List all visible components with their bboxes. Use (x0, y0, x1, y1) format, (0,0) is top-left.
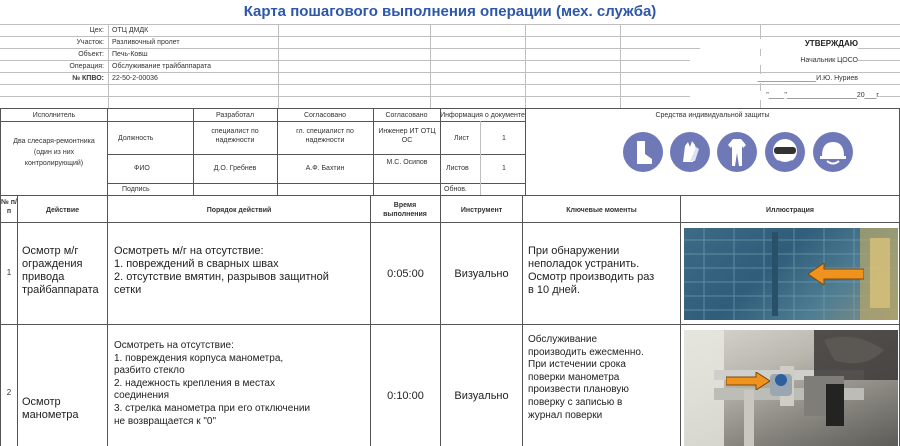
header-illustration: Иллюстрация (766, 207, 814, 214)
sheet-label: Лист (454, 135, 470, 142)
gloves-icon (670, 132, 710, 172)
developer-position: специалист по надежности (211, 128, 259, 144)
row2-photo (684, 330, 898, 446)
header-action: Действие (45, 207, 80, 214)
row2-key: Обслуживание производить ежесменно. При истечении срока поверки манометра произвести плановую поверку с записью в журнал поверки (528, 334, 644, 421)
updated-label: Обнов. (444, 186, 467, 193)
header-time: Время выполнения (383, 202, 427, 218)
row1-time: 0:05:00 (387, 268, 424, 280)
row1-tool: Визуально (454, 268, 509, 280)
arrow-icon (726, 372, 770, 390)
approve-date: "____"__________________20___г. (690, 91, 880, 100)
executor-label: Исполнитель (32, 112, 76, 119)
approve-position: Начальник ЦОСО (690, 56, 858, 65)
agreed1-fio: А.Ф. Бахтин (305, 165, 345, 172)
object-label: Объект: (78, 51, 104, 58)
section-value: Разливочный пролет (112, 39, 180, 46)
object-value: Печь-Ковш (112, 51, 148, 58)
document-title: Карта пошагового выполнения операции (мех. служба) (243, 3, 657, 20)
ppe-title: Средства индивидуальной защиты (655, 112, 770, 119)
header-key: Ключевые моменты (566, 207, 637, 214)
number-value: 22-50-2-00036 (112, 75, 158, 82)
developer-fio: Д.О. Гребнев (213, 165, 257, 172)
row2-order: Осмотреть на отсутствие: 1. повреждения корпуса манометра, разбито стекло 2. надежность крепления в местах соединения 3. стрелка манометра при его отключении не возвращается к "0" (114, 340, 311, 427)
shop-value: ОТЦ ДМДК (112, 27, 149, 34)
approve-name: _______________И.Ю. Нуриев (690, 74, 858, 83)
col-docinfo: Информация о документе (440, 112, 525, 119)
overalls-icon (717, 132, 757, 172)
row-fio-label: ФИО (134, 165, 150, 172)
row1-num: 1 (6, 268, 12, 277)
operation-value: Обслуживание трайбаппарата (112, 63, 212, 70)
col-developed: Разработал (215, 112, 255, 119)
header-num: № п/п (1, 199, 17, 215)
row1-key: При обнаружении неполадок устранить. Осмотр производить раз в 10 дней. (528, 245, 655, 296)
helmet-icon (813, 132, 853, 172)
section-label: Участок: (76, 39, 104, 46)
row-position-label: Должность (118, 135, 154, 142)
goggles-icon (765, 132, 805, 172)
sheets-label: Листов (446, 165, 469, 172)
executor-value: Два слесаря-ремонтника (один из них контролирующий) (13, 138, 95, 167)
row2-action: Осмотр манометра (22, 396, 79, 421)
row-signature-label: Подпись (122, 186, 150, 193)
header-tool: Инструмент (460, 207, 503, 214)
header-order: Порядок действий (206, 207, 272, 214)
sheet-value: 1 (502, 135, 506, 142)
operation-label: Операция: (69, 63, 104, 70)
agreed2-position: Инженер ИТ ОТЦ ОС (378, 128, 436, 144)
col-agreed-2: Согласовано (385, 112, 428, 119)
arrow-icon (808, 263, 864, 285)
number-label: № КПВО: (72, 75, 104, 82)
agreed2-fio: М.С. Осипов (386, 159, 428, 166)
boots-icon (623, 132, 663, 172)
row1-action: Осмотр м/г ограждения привода трайбаппарата (22, 245, 99, 296)
row1-order: Осмотреть м/г на отсутствие: 1. повреждений в сварных швах 2. отсутствие вмятин, разрывов защитной сетки (114, 245, 329, 296)
row1-photo (684, 228, 898, 320)
sheets-value: 1 (502, 165, 506, 172)
row2-tool: Визуально (454, 390, 509, 402)
approve-title: УТВЕРЖДАЮ (700, 39, 858, 49)
row2-num: 2 (6, 388, 12, 397)
col-agreed-1: Согласовано (303, 112, 347, 119)
shop-label: Цех: (89, 27, 104, 34)
agreed1-position: гл. специалист по надежности (296, 128, 354, 144)
row2-time: 0:10:00 (387, 390, 424, 402)
